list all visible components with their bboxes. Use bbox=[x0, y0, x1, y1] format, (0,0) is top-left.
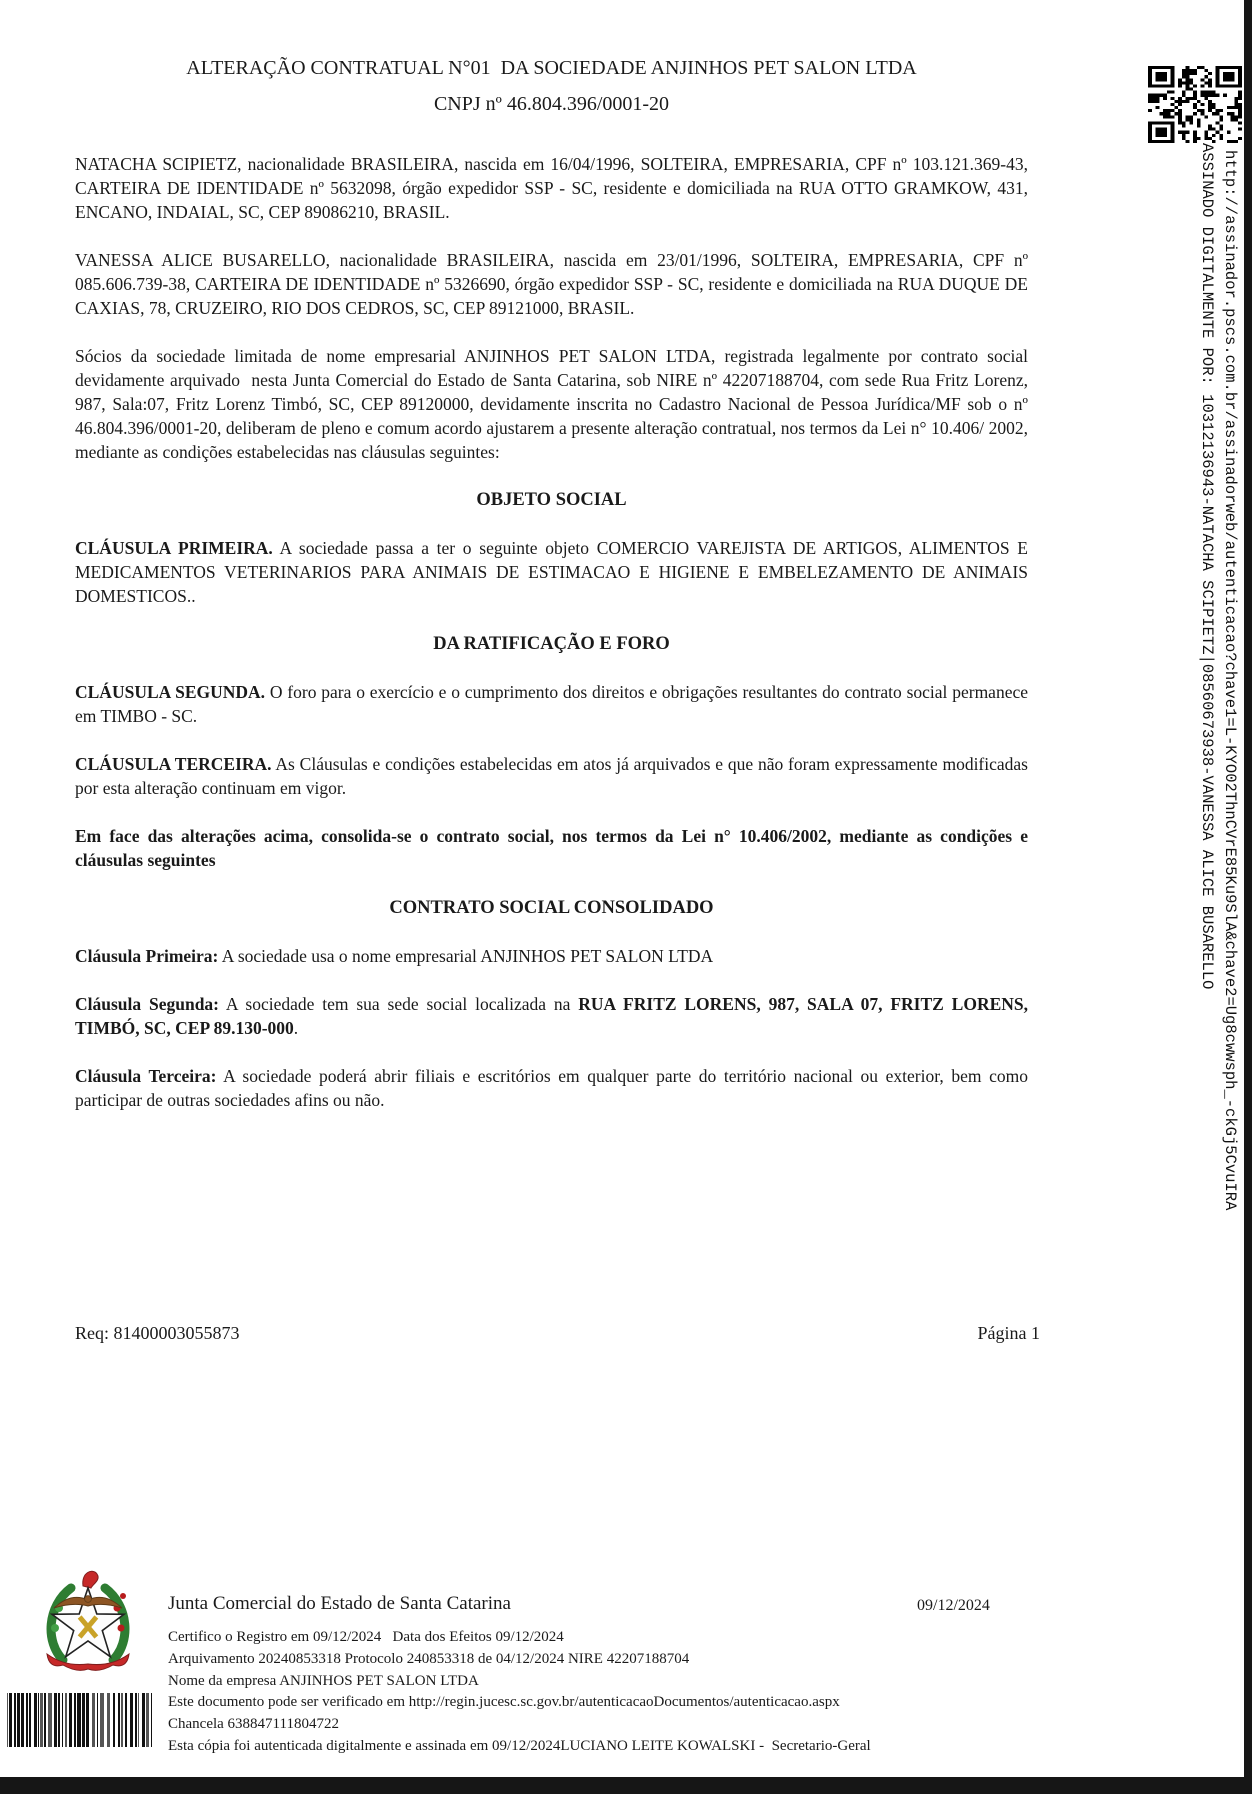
registry-certification-block bbox=[168, 1592, 1048, 1758]
paragraph-partner-natacha: NATACHA SCIPIETZ, nacionalidade BRASILEIRA, nascida em 16/04/1996, SOLTEIRA, EMPRESARIA, CPF nº 103.121.369-43, CARTEIRA DE IDENTIDADE nº 5632098, órgão expedidor SSP - SC, residente e domiciliada na RUA OTTO GRAMKOW, 431, ENCANO, INDAIAL, SC, CEP 89086210, BRASIL. bbox=[75, 154, 1033, 222]
paragraph-partner-vanessa: VANESSA ALICE BUSARELLO, nacionalidade BRASILEIRA, nascida em 23/01/1996, SOLTEIRA, EMPRESARIA, CPF nº 085.606.739-38, CARTEIRA DE IDENTIDADE nº 5326690, órgão expedidor SSP - SC, residente e domiciliada na RUA DUQUE DE CAXIAS, 78, CRUZEIRO, RIO DOS CEDROS, SC, CEP 89121000, BRASIL. bbox=[75, 250, 1033, 318]
scan-border-right bbox=[1244, 0, 1252, 1794]
certification-line-empresa: Nome da empresa ANJINHOS PET SALON LTDA bbox=[168, 1672, 479, 1689]
signature-verification-url: http://assinador.pscs.com.br/assinadorweb/autenticacao?chave1=L-KYO02ThnCVrE85Ku9SlA&chave2=Ug8cwwsph_-ckGj5CvuIRA bbox=[1221, 150, 1239, 1211]
heading-ratificacao-foro: DA RATIFICAÇÃO E FORO bbox=[433, 634, 670, 654]
paragraph-clausula-primeira bbox=[75, 536, 1033, 608]
consolidado-terceira-label: Cláusula Terceira: bbox=[75, 1066, 217, 1086]
certification-line-verificacao: Este documento pode ser verificado em http://regin.jucesc.sc.gov.br/autenticacaoDocumentos/autenticacao.aspx bbox=[168, 1694, 840, 1711]
clausula-primeira-label: CLÁUSULA PRIMEIRA. bbox=[75, 538, 273, 558]
registry-org-name: Junta Comercial do Estado de Santa Catarina bbox=[168, 1593, 511, 1614]
consolidado-terceira-text: A sociedade poderá abrir filiais e escritórios em qualquer parte do território nacional ou exterior, bem como participar de outras sociedades afins ou não. bbox=[75, 1066, 1033, 1110]
consolidado-primeira-text: A sociedade usa o nome empresarial ANJINHOS PET SALON LTDA bbox=[218, 946, 714, 966]
scan-border-bottom bbox=[0, 1777, 1252, 1794]
state-seal-icon bbox=[35, 1566, 141, 1680]
digital-signature-text: ASSINADO DIGITALMENTE POR: 10312136943-NATACHA SCIPIETZ|08560673938-VANESSA ALICE BUSARELLO bbox=[1198, 143, 1216, 990]
consolidado-primeira-label: Cláusula Primeira: bbox=[75, 946, 219, 966]
qr-code-icon bbox=[1148, 66, 1242, 143]
clausula-terceira-text: As Cláusulas e condições estabelecidas em atos já arquivados e que não foram expressamente modificadas por esta alteração continuam em vigor. bbox=[75, 754, 1033, 798]
paragraph-socios: Sócios da sociedade limitada de nome empresarial ANJINHOS PET SALON LTDA, registrada legalmente por contrato social devidamente arquivado nesta Junta Comercial do Estado de Santa Catarina, sob NIRE nº 42207188704, com sede Rua Fritz Lorenz, 987, Sala:07, Fritz Lorenz Timbó, SC, CEP 89120000, devidamente inscrita no Cadastro Nacional de Pessoa Jurídica/MF sob o nº 46.804.396/0001-20, deliberam de pleno e comum acordo ajustarem a presente alteração contratual, nos termos da Lei n° 10.406/ 2002, mediante as condições estabelecidas nas cláusulas seguintes: bbox=[75, 346, 1033, 462]
document-body bbox=[75, 48, 1033, 1136]
consolidado-segunda-label: Cláusula Segunda: bbox=[75, 994, 220, 1014]
consolidado-segunda-period: . bbox=[293, 1018, 299, 1038]
clausula-primeira-text: A sociedade passa a ter o seguinte objeto COMERCIO VAREJISTA DE ARTIGOS, ALIMENTOS E MEDICAMENTOS VETERINARIOS PARA ANIMAIS DE ESTIMACAO E HIGIENE E EMBELEZAMENTO DE ANIMAIS DOMESTICOS.. bbox=[75, 538, 1033, 606]
paragraph-clausula-segunda bbox=[75, 680, 1033, 728]
consolidado-segunda-text: A sociedade tem sua sede social localizada na bbox=[219, 994, 579, 1014]
paragraph-consolidado-segunda bbox=[75, 992, 1033, 1040]
heading-contrato-consolidado: CONTRATO SOCIAL CONSOLIDADO bbox=[389, 898, 714, 918]
consolidado-segunda-address: RUA FRITZ LORENS, 987, SALA 07, FRITZ LORENS, TIMBÓ, SC, CEP 89.130-000 bbox=[75, 994, 1033, 1038]
registry-date: 09/12/2024 bbox=[917, 1597, 990, 1614]
certification-line-assinatura: Esta cópia foi autenticada digitalmente e assinada em 09/12/2024LUCIANO LEITE KOWALSKI - Secretario-Geral bbox=[168, 1737, 871, 1754]
barcode-icon bbox=[7, 1693, 155, 1747]
paragraph-em-face: Em face das alterações acima, consolida-se o contrato social, nos termos da Lei n° 10.406/2002, mediante as condições e cláusulas seguintes bbox=[75, 826, 1033, 870]
request-number: Req: 81400003055873 bbox=[75, 1323, 240, 1343]
certification-line-arquivamento: Arquivamento 20240853318 Protocolo 240853318 de 04/12/2024 NIRE 42207188704 bbox=[168, 1650, 690, 1667]
clausula-segunda-label: CLÁUSULA SEGUNDA. bbox=[75, 682, 266, 702]
document-cnpj: CNPJ nº 46.804.396/0001-20 bbox=[433, 93, 670, 115]
request-page-row bbox=[75, 1320, 1040, 1346]
certification-line-chancela: Chancela 638847111804722 bbox=[168, 1716, 339, 1733]
paragraph-clausula-terceira bbox=[75, 752, 1033, 800]
clausula-segunda-text: O foro para o exercício e o cumprimento dos direitos e obrigações resultantes do contrato social permanece em TIMBO - SC. bbox=[75, 682, 1033, 726]
page-number: Página 1 bbox=[977, 1323, 1040, 1343]
paragraph-consolidado-primeira bbox=[75, 944, 1028, 968]
clausula-terceira-label: CLÁUSULA TERCEIRA. bbox=[75, 754, 272, 774]
document-title: ALTERAÇÃO CONTRATUAL N°01 DA SOCIEDADE ANJINHOS PET SALON LTDA bbox=[186, 57, 917, 79]
paragraph-consolidado-terceira bbox=[75, 1064, 1033, 1112]
certification-line-registro: Certifico o Registro em 09/12/2024 Data dos Efeitos 09/12/2024 bbox=[168, 1629, 564, 1645]
heading-objeto-social: OBJETO SOCIAL bbox=[476, 490, 627, 510]
